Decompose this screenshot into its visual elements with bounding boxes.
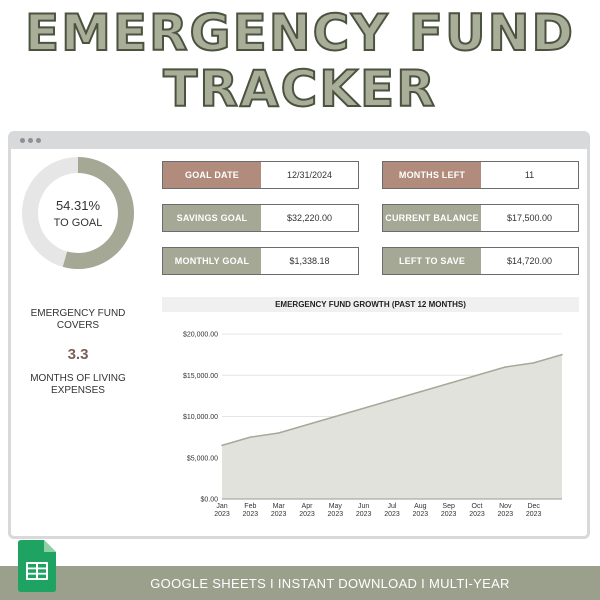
kpi-monthly-goal-label: MONTHLY GOAL — [163, 248, 261, 274]
data-point — [420, 391, 422, 393]
window-title-bar — [11, 134, 587, 149]
kpi-current-balance-label: CURRENT BALANCE — [383, 205, 481, 231]
kpi-goal-date — [162, 161, 359, 189]
series-area — [222, 355, 562, 499]
data-point — [533, 362, 535, 364]
page-title-line-2: TRACKER — [163, 60, 437, 118]
x-tick-label: 2023 — [355, 511, 372, 518]
covers-heading: EMERGENCY FUND COVERS — [30, 308, 126, 331]
data-point — [561, 354, 563, 356]
x-tick-label: 2023 — [440, 511, 457, 518]
x-tick-label: 2023 — [242, 511, 259, 518]
x-tick-label: Jun — [358, 503, 370, 510]
x-tick-label: Dec — [527, 503, 540, 510]
kpi-goal-date-value[interactable]: 12/31/2024 — [286, 170, 333, 180]
y-tick-label: $5,000.00 — [186, 455, 218, 463]
data-point — [476, 374, 478, 376]
x-tick-label: 2023 — [214, 511, 230, 518]
x-tick-label: 2023 — [497, 511, 514, 518]
x-tick-label: 2023 — [525, 511, 542, 518]
kpi-savings-goal-label: SAVINGS GOAL — [163, 205, 261, 231]
x-tick-label: Mar — [272, 503, 285, 510]
page-title: EMERGENCY FUND — [24, 4, 576, 62]
kpi-left-to-save-label: LEFT TO SAVE — [383, 248, 481, 274]
kpi-left-to-save — [382, 247, 579, 275]
kpi-savings-goal — [162, 204, 359, 232]
data-point — [391, 399, 393, 401]
data-point — [363, 407, 365, 409]
data-point — [250, 436, 252, 438]
x-tick-label: May — [328, 503, 342, 510]
kpi-months-left — [382, 161, 579, 189]
google-sheets-icon — [18, 540, 56, 592]
x-tick-label: 2023 — [270, 511, 287, 518]
data-point — [448, 383, 450, 385]
data-point — [335, 416, 337, 418]
x-tick-label: Jul — [387, 503, 397, 510]
x-tick-label: 2023 — [412, 511, 429, 518]
data-point — [278, 432, 280, 434]
covers-months-value: 3.3 — [67, 346, 89, 363]
kpi-savings-goal-value[interactable]: $32,220.00 — [286, 213, 333, 223]
x-tick-label: Feb — [244, 503, 257, 510]
app-window — [8, 131, 590, 539]
x-tick-label: 2023 — [299, 511, 315, 518]
progress-label: TO GOAL — [53, 216, 103, 229]
kpi-months-left-value[interactable]: 11 — [524, 170, 535, 180]
kpi-monthly-goal-value[interactable]: $1,338.18 — [289, 256, 330, 266]
kpi-months-left-label: MONTHS LEFT — [383, 162, 481, 188]
x-tick-label: Apr — [301, 503, 313, 510]
kpi-left-to-save-value[interactable]: $14,720.00 — [506, 256, 553, 266]
x-tick-label: 2023 — [384, 511, 400, 518]
y-tick-label: $15,000.00 — [182, 372, 218, 380]
kpi-current-balance — [382, 204, 579, 232]
x-tick-label: Oct — [471, 503, 483, 510]
data-point — [505, 366, 507, 368]
footer-text: GOOGLE SHEETS I INSTANT DOWNLOAD I MULTI-YEAR — [150, 575, 510, 591]
data-point — [221, 445, 223, 447]
growth-chart — [162, 314, 579, 530]
kpi-monthly-goal — [162, 247, 359, 275]
progress-percent: 54.31% — [55, 197, 101, 213]
kpi-goal-date-label: GOAL DATE — [163, 162, 261, 188]
y-tick-label: $20,000.00 — [182, 331, 218, 339]
x-tick-label: Nov — [499, 503, 512, 510]
data-point — [306, 424, 308, 426]
x-tick-label: Sep — [442, 503, 455, 510]
x-tick-label: Jan — [216, 503, 228, 510]
y-tick-label: $0.00 — [200, 496, 218, 504]
kpi-current-balance-value[interactable]: $17,500.00 — [506, 213, 553, 223]
covers-caption: MONTHS OF LIVING EXPENSES — [30, 373, 126, 396]
chart-title: EMERGENCY FUND GROWTH (PAST 12 MONTHS) — [162, 297, 579, 312]
donut-label — [20, 155, 136, 271]
footer-banner — [0, 566, 600, 600]
x-tick-label: Aug — [414, 503, 427, 510]
x-tick-label: 2023 — [327, 511, 344, 518]
y-tick-label: $10,000.00 — [182, 414, 218, 421]
x-tick-label: 2023 — [469, 511, 485, 518]
window-dots-icon[interactable] — [20, 138, 41, 143]
